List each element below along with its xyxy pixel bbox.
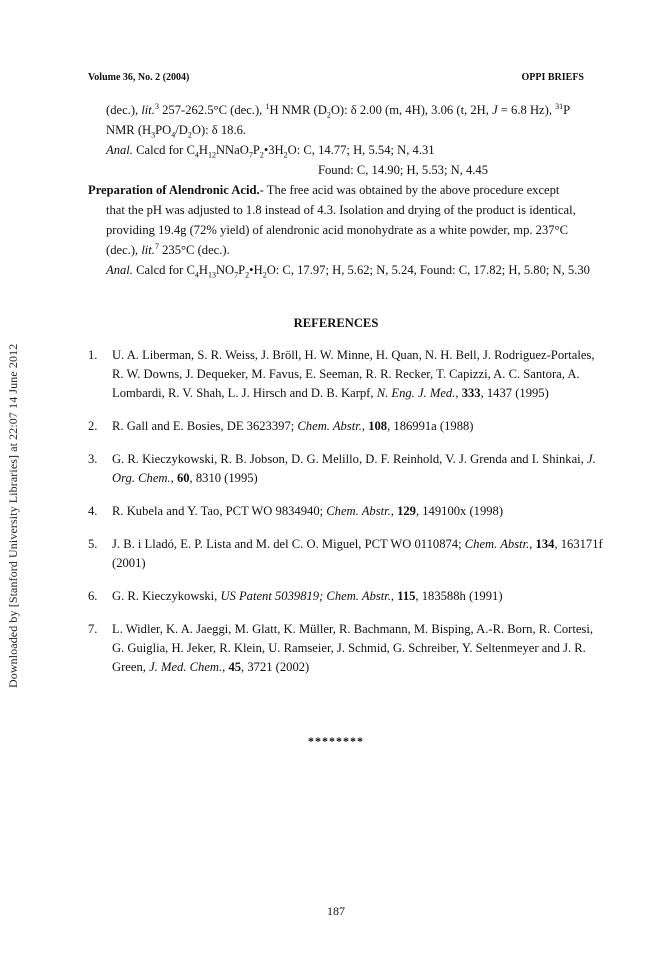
- end-marker: ********: [308, 734, 364, 748]
- reference-item: 1. U. A. Liberman, S. R. Weiss, J. Bröll, H. W. Minne, H. Quan, N. H. Bell, J. Rodriguez-Portales, R. W. Downs, J. Dequeker, M. Favus, E. Seeman, R. R. Recker, T. Capizzi, A. C. Santora, A. Lombardi, R. V. Shah, L. J. Hirsch and D. B. Karpf, N. Eng. J. Med., 333, 1437 (1995): [88, 348, 595, 400]
- text-line: that the pH was adjusted to 1.8 instead of 4.3. Isolation and drying of the product is identical,: [106, 203, 576, 217]
- references-heading: REFERENCES: [293, 316, 379, 330]
- reference-item: 2. R. Gall and E. Bosies, DE 3623397; Chem. Abstr., 108, 186991a (1988): [88, 419, 474, 433]
- reference-item: 4. R. Kubela and Y. Tao, PCT WO 9834940; Chem. Abstr., 129, 149100x (1998): [88, 504, 504, 518]
- download-watermark: Downloaded by [Stanford University Libraries] at 22:07 14 June 2012: [6, 343, 20, 688]
- found-line: Found: C, 14.90; H, 5.53; N, 4.45: [318, 163, 489, 177]
- journal-volume: Volume 36, No. 2 (2004): [88, 72, 190, 83]
- text-line: providing 19.4g (72% yield) of alendronic acid monohydrate as a white powder, mp. 237°C: [106, 223, 568, 237]
- text-line: (dec.), lit.$^3$ 257-262.5°C (dec.), $^1$H NMR $(D_2O)$: δ 2.00 (m, 4H), 3.06 (t, 2H, J = 6.8 Hz), $^{31}$P: [106, 101, 571, 120]
- section-title: Preparation of Alendronic Acid.: [88, 183, 260, 197]
- journal-section: OPPI BRIEFS: [521, 72, 584, 83]
- reference-item: 3. G. R. Kieczykowski, R. B. Jobson, D. G. Melillo, D. F. Reinhold, V. J. Grenda and I. Shinkai, J. Org. Chem., 60, 8310 (1995): [88, 452, 596, 485]
- analysis-line: Anal. Calcd for $C_4H_{13}NO_7P_2•H_2O$: C, 17.97; H, 5.62; N, 5.24, Found: C, 17.82; H, 5.80; N, 5.30: [106, 263, 590, 280]
- analysis-line: Anal. Calcd for $C_4H_{12}NNaO_7P_2•3H_2O$: C, 14.77; H, 5.54; N, 4.31: [106, 143, 435, 160]
- reference-item: 5. J. B. i Lladó, E. P. Lista and M. del C. O. Miguel, PCT WO 0110874; Chem. Abstr., 134, 163171f (2001): [88, 537, 603, 570]
- text-line: NMR $(H_3PO_4/D_2O)$: δ 18.6.: [106, 123, 247, 140]
- text-line: Preparation of Alendronic Acid.- The free acid was obtained by the above procedure except: [88, 183, 560, 197]
- experimental-text: [88, 100, 598, 280]
- reference-list: [88, 346, 608, 691]
- text-line: (dec.), lit.$^7$ 235°C (dec.).: [106, 241, 230, 257]
- reference-item: 6. G. R. Kieczykowski, US Patent 5039819; Chem. Abstr., 115, 183588h (1991): [88, 589, 503, 603]
- reference-item: 7. L. Widler, K. A. Jaeggi, M. Glatt, K. Müller, R. Bachmann, M. Bisping, A.-R. Born, R. Cortesi, G. Guiglia, H. Jeker, R. Klein, U. Ramseier, J. Schmid, G. Schreiber, Y. Seltenmeyer and J. R. Green, J. Med. Chem., 45, 3721 (2002): [88, 622, 593, 674]
- page-number: 187: [327, 904, 345, 918]
